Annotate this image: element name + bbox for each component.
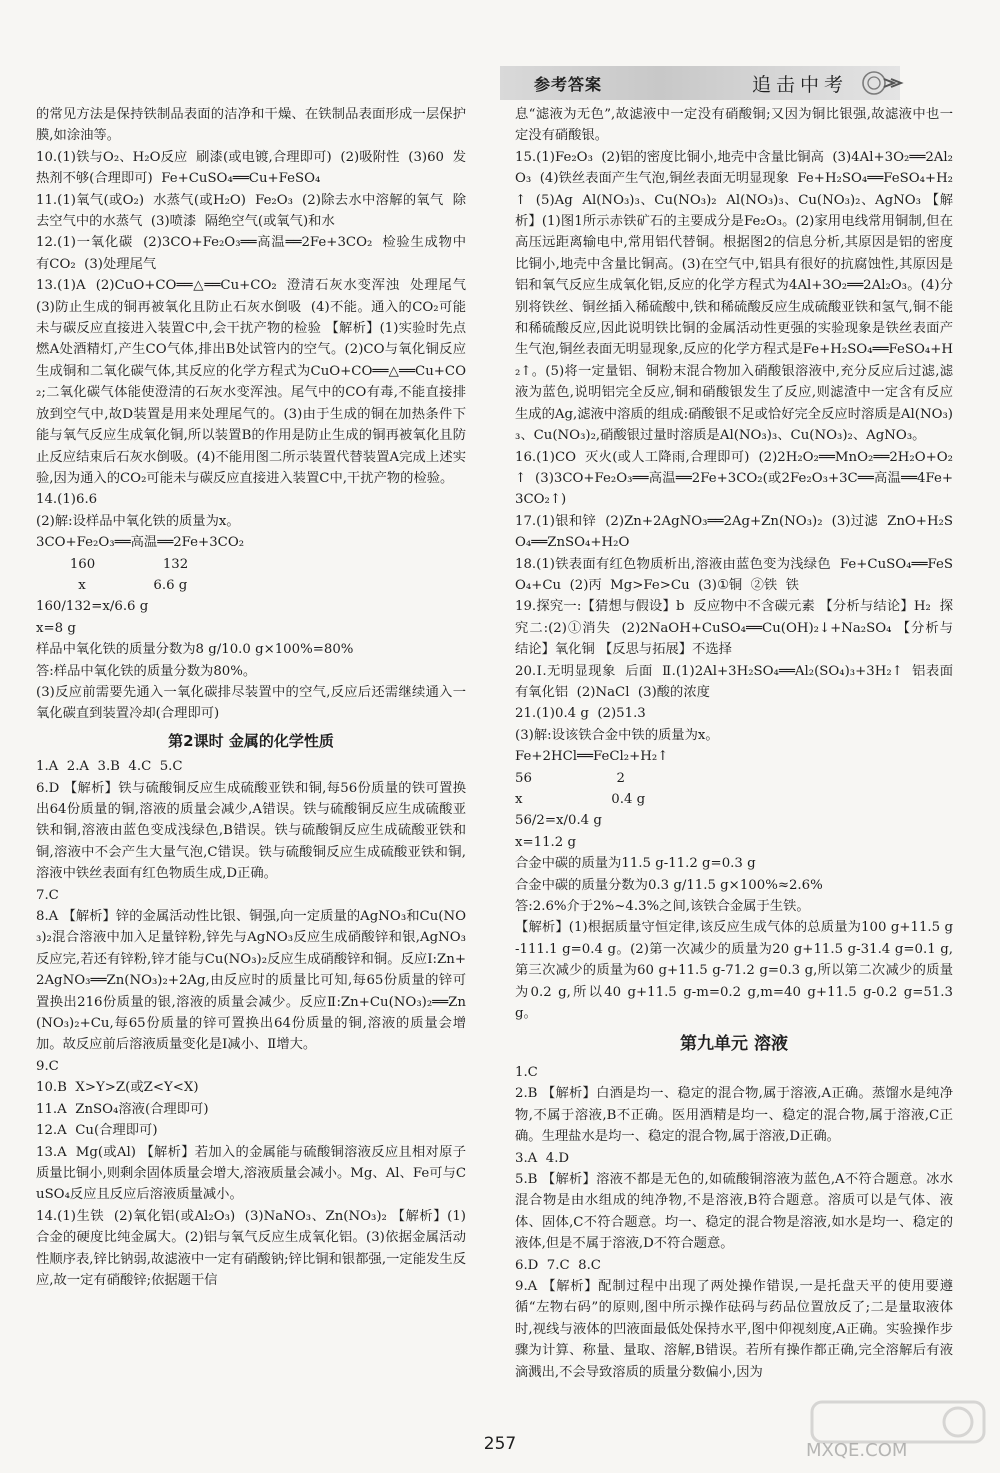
swirl-logo-icon [860, 66, 904, 100]
answer-line: 11.A ZnSO₄溶液(合理即可) [36, 1101, 209, 1117]
answer-line: 12.A Cu(合理即可) [36, 1123, 158, 1139]
answer-line: 10.(1)铁与O₂、H₂O反应 刷漆(或电镀,合理即可) (2)吸附性 (3)60 发热剂不够(合理即可) Fe+CuSO₄══Cu+FeSO₄ [36, 149, 466, 187]
answer-line: 9.A 【解析】配制过程中出现了两处操作错误,一是托盘天平的使用要遵循“左物右码”的原则,图中所示操作砝码与药品位置放反了;二是量取液体时,视线与液体的凹液面最低处保持水平,图中仰视刻度,A正确。实验操作步骤为计算、称量、量取、溶解,B错误。若所有操作都正确,完全溶解后有液滴溅出,不会导致溶质的质量分数偏小,因为 [515, 1278, 953, 1380]
answer-line: 6.D 7.C 8.C [515, 1257, 601, 1273]
answer-line: 【解析】(1)根据质量守恒定律,该反应生成气体的总质量为100 g+11.5 g-111.1 g=0.4 g。(2)第一次减少的质量为20 g+11.5 g-31.4 g=0.1 g,第三次减少的质量为60 g+11.5 g-71.2 g=0.3 g,所以第二次减少的质量为0.2 g,所以40 g+11.5 g-m=0.2 g,m=40 g+11.5 g-0.2 g=51.3 g。 [515, 920, 958, 1022]
answer-line: 19.探究一:【猜想与假设】b 反应物中不含碳元素 【分析与结论】H₂ 探究二:(2)①消失 (2)2NaOH+CuSO₄══Cu(OH)₂↓+Na₂SO₄ 【分析与结论】氧化铜 【反思与拓展】不选择 [515, 599, 953, 658]
header-title: 追击中考 [752, 74, 849, 96]
answer-line: 20.Ⅰ.无明显现象 后面 Ⅱ.(1)2Al+3H₂SO₄══Al₂(SO₄)₃+3H₂↑ 铝表面有氧化铝 (2)NaCl (3)酸的浓度 [515, 663, 953, 700]
section-title: 第2课时 金属的化学性质 [168, 731, 334, 750]
answer-line: 合金中碳的质量为11.5 g-11.2 g=0.3 g [515, 856, 756, 872]
answer-line: x 6.6 g [36, 577, 188, 593]
answer-line: 12.(1)一氧化碳 (2)3CO+Fe₂O₃══高温══2Fe+3CO₂ 检验生成物中有CO₂ (3)处理尾气 [36, 235, 466, 272]
answer-line: (3)解:设该铁合金中铁的质量为x。 [515, 727, 719, 743]
answer-line: 6.D 【解析】铁与硫酸铜反应生成硫酸亚铁和铜,每56份质量的铁可置换出64份质量的铜,溶液的质量会减少,A错误。铁与硫酸铜反应生成硫酸亚铁和铜,溶液由蓝色变成浅绿色,B错误。铁与硫酸铜反应生成硫酸亚铁和铜,溶液中不会产生大量气泡,C错误。铁与硫酸铜反应生成硫酸亚铁和铜,溶液中铁丝表面有红色物质生成,D正确。 [36, 780, 466, 882]
answer-line: 5.B 【解析】溶液不都是无色的,如硫酸铜溶液为蓝色,A不符合题意。冰水混合物是由水组成的纯净物,不是溶液,B符合题意。溶质可以是气体、液体、固体,C不符合题意。均一、稳定的混合物是溶液,如水是均一、稳定的液体,但是不属于溶液,D不符合题意。 [515, 1171, 953, 1252]
answer-line: 14.(1)6.6 [36, 492, 98, 508]
answer-line: 56 2 [515, 770, 625, 786]
watermark-text: MXQE.COM [806, 1440, 908, 1461]
answer-line: 9.C [36, 1058, 59, 1074]
answer-line: 56/2=x/0.4 g [515, 813, 602, 829]
answer-line: x=11.2 g [515, 834, 576, 850]
answer-line: 1.A 2.A 3.B 4.C 5.C [36, 759, 183, 775]
answer-line: Fe+2HCl══FeCl₂+H₂↑ [515, 749, 669, 765]
answer-line: 11.(1)氧气(或O₂) 水蒸气(或H₂O) Fe₂O₃ (2)除去水中溶解的氧气 除去空气中的水蒸气 (3)喷漆 隔绝空气(或氧气)和水 [36, 192, 466, 230]
answer-line: 2.B 【解析】白酒是均一、稳定的混合物,属于溶液,A正确。蒸馏水是纯净物,不属于溶液,B不正确。医用酒精是均一、稳定的混合物,属于溶液,C正确。生理盐水是均一、稳定的混合物,属于溶液,D正确。 [515, 1086, 953, 1145]
answer-line: 答:样品中氧化铁的质量分数为80%。 [36, 663, 257, 679]
answer-line: 答:2.6%介于2%~4.3%之间,该铁合金属于生铁。 [515, 899, 810, 915]
answer-line: 21.(1)0.4 g (2)51.3 [515, 706, 646, 722]
left-column [36, 104, 475, 1291]
answer-line: 14.(1)生铁 (2)氧化铝(或Al₂O₃) (3)NaNO₃、Zn(NO₃)₂ 【解析】(1)合金的硬度比纯金属大。(2)铝与氧气反应生成氧化铝。(3)依据金属活动性顺序表,锌比钠弱,故滤液中一定有硝酸钠;锌比铜和银都强,一定能发生反应,故一定有硝酸锌;依据题干信 [36, 1208, 466, 1288]
answer-line: 160/132=x/6.6 g [36, 599, 149, 615]
answer-line: 13.(1)A (2)CuO+CO══△══Cu+CO₂ 澄清石灰水变浑浊 处理尾气 (3)防止生成的铜再被氧化且防止石灰水倒吸 (4)不能。通入的CO₂可能未与碳反应直接进入装置C中,会干扰产物的检验 【解析】(1)实验时先点燃A处酒精灯,产生CO气体,排出B处试管内的空气。(2)CO与氧化铜反应生成铜和二氧化碳气体,其反应的化学方程式为CuO+CO══△══Cu+CO₂;二氧化碳气体能使澄清的石灰水变浑浊。尾气中的CO有毒,不能直接排放到空气中,故D装置是用来处理尾气的。(3)由于生成的铜在加热条件下能与氧气反应生成氧化铜,所以装置B的作用是防止生成的铜再被氧化且防止反应结束后石灰水倒吸。(4)不能用图二所示装置代替装置A完成上述实验,因为通入的CO₂可能未与碳反应直接进入装置C中,干扰产物的检验。 [36, 278, 475, 486]
answer-line: 13.A Mg(或Al) 【解析】若加入的金属能与硫酸铜溶液反应且相对原子质量比铜小,则剩余固体质量会增大,溶液质量会减小。Mg、Al、Fe可与CuSO₄反应且反应后溶液质量减小。 [36, 1144, 466, 1203]
page-number: 257 [483, 1434, 517, 1454]
answer-line: 样品中氧化铁的质量分数为8 g/10.0 g×100%=80% [36, 642, 354, 658]
answer-line: 18.(1)铁表面有红色物质析出,溶液由蓝色变为浅绿色 Fe+CuSO₄══FeSO₄+Cu (2)丙 Mg>Fe>Cu (3)①铜 ②铁 铁 [515, 556, 953, 593]
right-column [515, 104, 958, 1383]
answer-line: 息“滤液为无色”,故滤液中一定没有硝酸铜;又因为铜比银强,故滤液中也一定没有硝酸银。 [515, 107, 953, 144]
unit-title: 第九单元 溶液 [680, 1034, 788, 1055]
answer-line: x=8 g [36, 620, 76, 636]
answer-line: 17.(1)银和锌 (2)Zn+2AgNO₃══2Ag+Zn(NO₃)₂ (3)过滤 ZnO+H₂SO₄══ZnSO₄+H₂O [515, 513, 953, 551]
answer-line: 的常见方法是保持铁制品表面的洁净和干燥、在铁制品表面形成一层保护膜,如涂油等。 [36, 107, 466, 144]
answer-line: 7.C [36, 887, 59, 903]
answer-line: 3CO+Fe₂O₃══高温══2Fe+3CO₂ [36, 535, 245, 551]
answer-line: x 0.4 g [515, 792, 646, 807]
answer-line: 1.C [515, 1064, 538, 1080]
answer-line: 8.A 【解析】锌的金属活动性比银、铜强,向一定质量的AgNO₃和Cu(NO₃)₂混合溶液中加入足量锌粉,锌先与AgNO₃反应生成硝酸锌和银,AgNO₃反应完,若还有锌粉,锌才能与Cu(NO₃)₂反应生成硝酸锌和铜。反应Ⅰ:Zn+2AgNO₃══Zn(NO₃)₂+2Ag,由反应时的质量比可知,每65份质量的锌可置换出216份质量的银,溶液的质量会减少。反应Ⅱ:Zn+Cu(NO₃)₂══Zn(NO₃)₂+Cu,每65份质量的锌可置换出64份质量的铜,溶液的质量会增加。故反应前后溶液质量变化是Ⅰ减小、Ⅱ增大。 [36, 909, 466, 1053]
answer-line: 10.B X>Y>Z(或Z<Y<X) [36, 1080, 199, 1096]
answer-line: (2)解:设样品中氧化铁的质量为x。 [36, 513, 240, 529]
answer-line: (3)反应前需要先通入一氧化碳排尽装置中的空气,反应后还需继续通入一氧化碳直到装置冷却(合理即可) [36, 684, 466, 722]
answer-line: 15.(1)Fe₂O₃ (2)铝的密度比铜小,地壳中含量比铜高 (3)4Al+3O₂══2Al₂O₃ (4)铁丝表面产生气泡,铜丝表面无明显现象 Fe+H₂SO₄══FeSO₄+H₂↑ (5)Ag Al(NO₃)₃、Cu(NO₃)₂ Al(NO₃)₃、Cu(NO₃)₂、AgNO₃ 【解析】(1)图1所示赤铁矿石的主要成分是Fe₂O₃。(2)家用电线常用铜制,但在高压远距离输电中,常用铝代替铜。根据图2的信息分析,其原因是铝的密度比铜小,地壳中含量比铜高。(3)在空气中,铝具有很好的抗腐蚀性,其原因是铝和氧气反应生成氧化铝,反应的化学方程式为4Al+3O₂══2Al₂O₃。(4)分别将铁丝、铜丝插入稀硫酸中,铁和稀硫酸反应生成硫酸亚铁和氢气,铜不能和稀硫酸反应,因此说明铁比铜的金属活动性更强的实验现象是铁丝表面产生气泡,铜丝表面无明显现象,反应的化学方程式是Fe+H₂SO₄══FeSO₄+H₂↑。(5)将一定量铝、铜粉末混合物加入硝酸银溶液中,充分反应后过滤,滤液为蓝色,说明铝完全反应,铜和硝酸银发生了反应,则滤渣中一定含有反应生成的Ag,滤液中溶质的组成:硝酸银不足或恰好完全反应时溶质是Al(NO₃)₃、Cu(NO₃)₂,硝酸银过量时溶质是Al(NO₃)₃、Cu(NO₃)₂、AgNO₃。 [515, 149, 953, 444]
answer-line: 16.(1)CO 灭火(或人工降雨,合理即可) (2)2H₂O₂══MnO₂══2H₂O+O₂↑ (3)3CO+Fe₂O₃══高温══2Fe+3CO₂(或2Fe₂O₃+3C══高温══4Fe+3CO₂↑) [515, 449, 953, 508]
answer-line: 160 132 [36, 556, 189, 572]
answer-line: 合金中碳的质量分数为0.3 g/11.5 g×100%≈2.6% [515, 877, 823, 893]
header-tag: 参考答案 [534, 75, 603, 94]
answer-line: 3.A 4.D [515, 1150, 570, 1166]
